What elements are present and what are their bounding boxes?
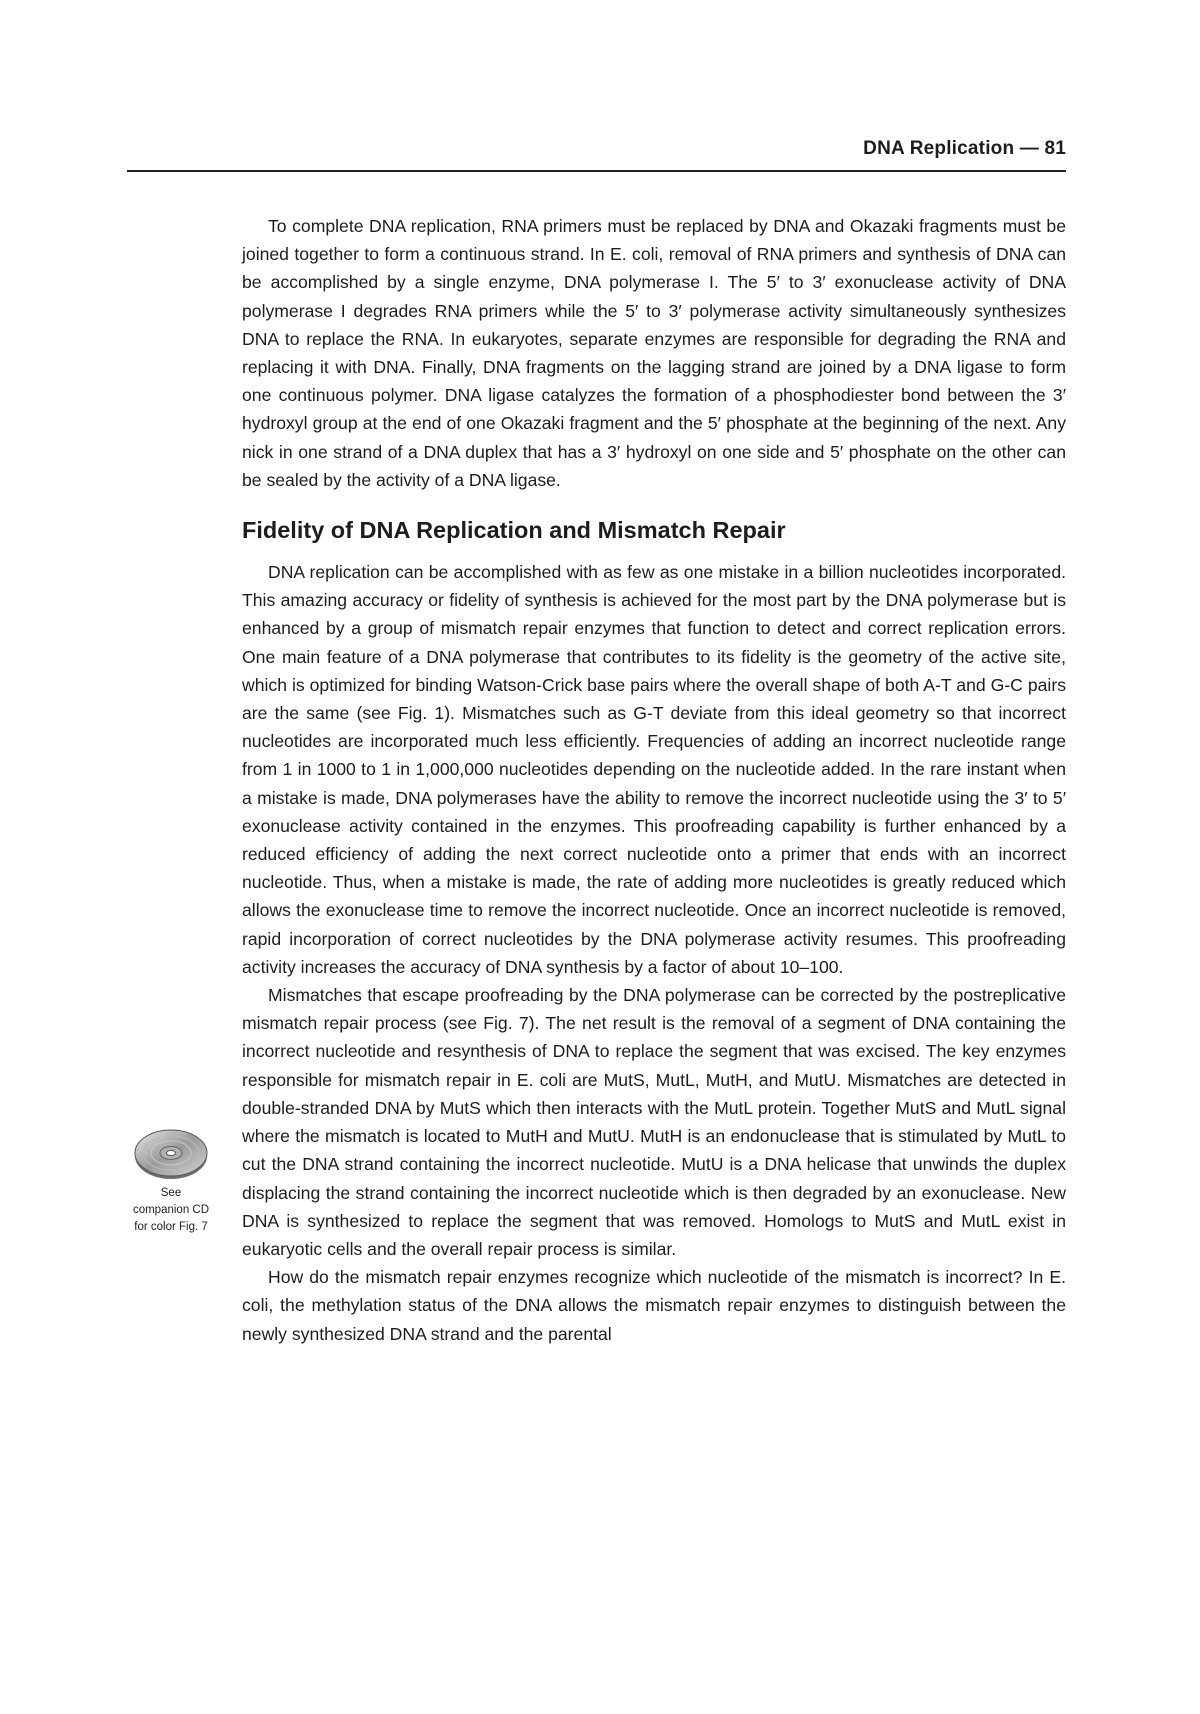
page-header <box>127 136 1066 172</box>
paragraph-fidelity: DNA replication can be accomplished with as few as one mistake in a billion nucleotides incorporated. This amazing accuracy or fidelity of synthesis is achieved for the most part by the DNA polymerase but is enhanced by a group of mismatch repair enzymes that function to detect and correct replication errors. One main feature of a DNA polymerase that contributes to its fidelity is the geometry of the active site, which is optimized for binding Watson-Crick base pairs where the overall shape of both A-T and G-C pairs are the same (see Fig. 1). Mismatches such as G-T deviate from this ideal geometry so that incorrect nucleotides are incorporated much less efficiently. Frequencies of adding an incorrect nucleotide range from 1 in 1000 to 1 in 1,000,000 nucleotides depending on the nucleotide added. In the rare instant when a mistake is made, DNA polymerases have the ability to remove the incorrect nucleotide using the 3′ to 5′ exonuclease activity contained in the enzymes. This proofreading capability is further enhanced by a reduced efficiency of adding the next correct nucleotide onto a primer that ends with an incorrect nucleotide. Thus, when a mistake is made, the rate of adding more nucleotides is greatly reduced which allows the exonuclease time to remove the incorrect nucleotide. Once an incorrect nucleotide is removed, rapid incorporation of correct nucleotides by the DNA polymerase activity resumes. This proofreading activity increases the accuracy of DNA synthesis by a factor of about 10–100. <box>242 562 1066 977</box>
paragraph-mismatch-repair: Mismatches that escape proofreading by the DNA polymerase can be corrected by the postreplicative mismatch repair process (see Fig. 7). The net result is the removal of a segment of DNA containing the incorrect nucleotide and resynthesis of DNA to replace the segment that was excised. The key enzymes responsible for mismatch repair in E. coli are MutS, MutL, MutH, and MutU. Mismatches are detected in double-stranded DNA by MutS which then interacts with the MutL protein. Together MutS and MutL signal where the mismatch is located to MutH and MutU. MutH is an endonuclease that is stimulated by MutL to cut the DNA strand containing the incorrect nucleotide. MutU is a DNA helicase that unwinds the duplex displacing the strand containing the incorrect nucleotide which is then degraded by an exonuclease. New DNA is synthesized to replace the segment that was removed. Homologs to MutS and MutL exist in eukaryotic cells and the overall repair process is similar. <box>242 985 1066 1259</box>
main-text <box>242 212 1066 1348</box>
running-head: DNA Replication — 81 <box>863 138 1066 159</box>
section-heading: Fidelity of DNA Replication and Mismatch Repair <box>242 517 786 544</box>
paragraph-methylation: How do the mismatch repair enzymes recognize which nucleotide of the mismatch is incorrect? In E. coli, the methylation status of the DNA allows the mismatch repair enzymes to distinguish between the newly synthesized DNA strand and the parental <box>242 1267 1066 1344</box>
companion-cd-note <box>118 1127 224 1236</box>
margin-caption-line: for color Fig. 7 <box>134 1221 208 1233</box>
margin-caption <box>118 1185 224 1236</box>
margin-caption-line: companion CD <box>132 1204 210 1216</box>
cd-icon <box>133 1127 209 1181</box>
margin-caption-line: See <box>160 1187 182 1199</box>
paragraph-primer-removal: To complete DNA replication, RNA primers must be replaced by DNA and Okazaki fragments must be joined together to form a continuous strand. In E. coli, removal of RNA primers and synthesis of DNA can be accomplished by a single enzyme, DNA polymerase I. The 5′ to 3′ exonuclease activity of DNA polymerase I degrades RNA primers while the 5′ to 3′ polymerase activity simultaneously synthesizes DNA to replace the RNA. In eukaryotes, separate enzymes are responsible for degrading the RNA and replacing it with DNA. Finally, DNA fragments on the lagging strand are joined by a DNA ligase to form one continuous polymer. DNA ligase catalyzes the formation of a phosphodiester bond between the 3′ hydroxyl group at the end of one Okazaki fragment and the 5′ phosphate at the beginning of the next. Any nick in one strand of a DNA duplex that has a 3′ hydroxyl on one side and 5′ phosphate on the other can be sealed by the activity of a DNA ligase. <box>242 216 1066 490</box>
